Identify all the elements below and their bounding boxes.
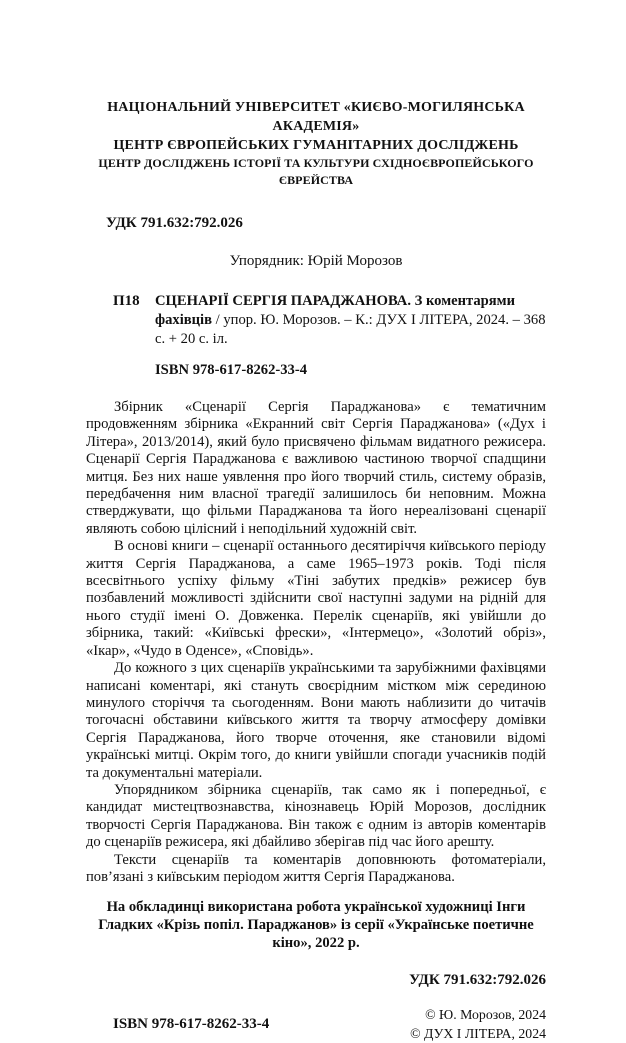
annotation-paragraph: Упорядником збірника сценаріїв, так само як і попередньої, є кандидат мистецтвознавства, кінознавець Юрій Морозов, дослідник творчості Сергія Параджанова. Він також є одним із авторів коментарів до сценаріїв режисера, які дбайливо зберігав під час його арешту. xyxy=(86,781,546,851)
annotation-paragraph: Тексти сценаріїв та коментарів доповнюють фотоматеріали, пов’язані з київським періодом життя Сергія Параджанова. xyxy=(86,851,546,885)
catalog-entry xyxy=(155,292,546,349)
annotation-paragraph: В основі книги – сценарії останнього десятиріччя київського періоду життя Сергія Параджанова, а саме 1965–1973 років. Тоді після всесвітнього успіху фільму «Тіні забутих предків» режисер був позбавлений можливості здійснити свої наступні задуми на рідній для нього студії імені О. Довженка. Перелік сценаріїв, які увійшли до збірника, такий: «Київські фрески», «Інтермецо», «Золотий обріз», «Ікар», «Чудо в Оденсе», «Сповідь». xyxy=(86,538,546,659)
compiler-line: Упорядник: Юрій Морозов xyxy=(229,253,403,269)
book-title: СЦЕНАРІЇ СЕРГІЯ ПАРАДЖАНОВА. З коментарями фахівців xyxy=(155,293,516,328)
imprint-footer xyxy=(86,1005,546,1043)
copyright-publisher: © ДУХ І ЛІТЕРА, 2024 xyxy=(410,1026,546,1042)
cover-artwork-note: На обкладинці використана робота української художниці Інги Гладких «Крізь попіл. Параджанов» із серії «Українське поетичне кіно», 2022 р. xyxy=(98,899,534,951)
university-name: НАЦІОНАЛЬНИЙ УНІВЕРСИТЕТ «КИЄВО-МОГИЛЯНСЬКА АКАДЕМІЯ» xyxy=(107,100,525,134)
catalog-card xyxy=(86,292,546,379)
imprint-details: / упор. Ю. Морозов. – К.: ДУХ І ЛІТЕРА, 2024. – 368 с. + 20 с. іл. xyxy=(155,312,546,347)
catalog-body xyxy=(155,292,546,379)
center-humanities: ЦЕНТР ЄВРОПЕЙСЬКИХ ГУМАНІТАРНИХ ДОСЛІДЖЕНЬ xyxy=(113,138,519,153)
catalog-code: П18 xyxy=(113,293,140,309)
isbn-bottom: ISBN 978-617-8262-33-4 xyxy=(113,1015,270,1032)
isbn-catalog: ISBN 978-617-8262-33-4 xyxy=(155,362,308,378)
copyright-block xyxy=(410,1005,546,1043)
copyright-author: © Ю. Морозов, 2024 xyxy=(425,1007,546,1023)
udk-code-bottom: УДК 791.632:792.026 xyxy=(409,972,546,989)
annotation-paragraph: До кожного з цих сценаріїв українськими та зарубіжними фахівцями написані коментарі, які стануть своєрідним містком між серединою минулого сторіччя та сьогоденням. Вони мають наблизити до читачів тогочасні обставини київського життя та творчу атмосферу домівки Сергія Параджанова, його творче оточення, яке становили відомі українські митці. Окрім того, до книги увійшли спогади учасників подій та документальні матеріали. xyxy=(86,660,546,781)
institution-header xyxy=(86,98,546,189)
center-jewish-studies: ЦЕНТР ДОСЛІДЖЕНЬ ІСТОРІЇ ТА КУЛЬТУРИ СХІДНОЄВРОПЕЙСЬКОГО ЄВРЕЙСТВА xyxy=(98,156,534,187)
udk-code-top: УДК 791.632:792.026 xyxy=(106,215,243,231)
annotation-text xyxy=(86,399,546,886)
annotation-paragraph: Збірник «Сценарії Сергія Параджанова» є тематичним продовженням збірника «Екранний світ Сергія Параджанова» («Дух і Літера», 2013/2014), який було присвячено фільмам видатного режисера. Сценарії Сергія Параджанова є важливою частиною творчої спадщини митця. Без них наше уявлення про його творчий стиль, систему образів, передбачення ним власної трагедії залишилось би неповним. Можна стверджувати, що фільми Параджанова та його нереалізовані сценарії являють собою цілісний і неподільний художній світ. xyxy=(86,399,546,537)
